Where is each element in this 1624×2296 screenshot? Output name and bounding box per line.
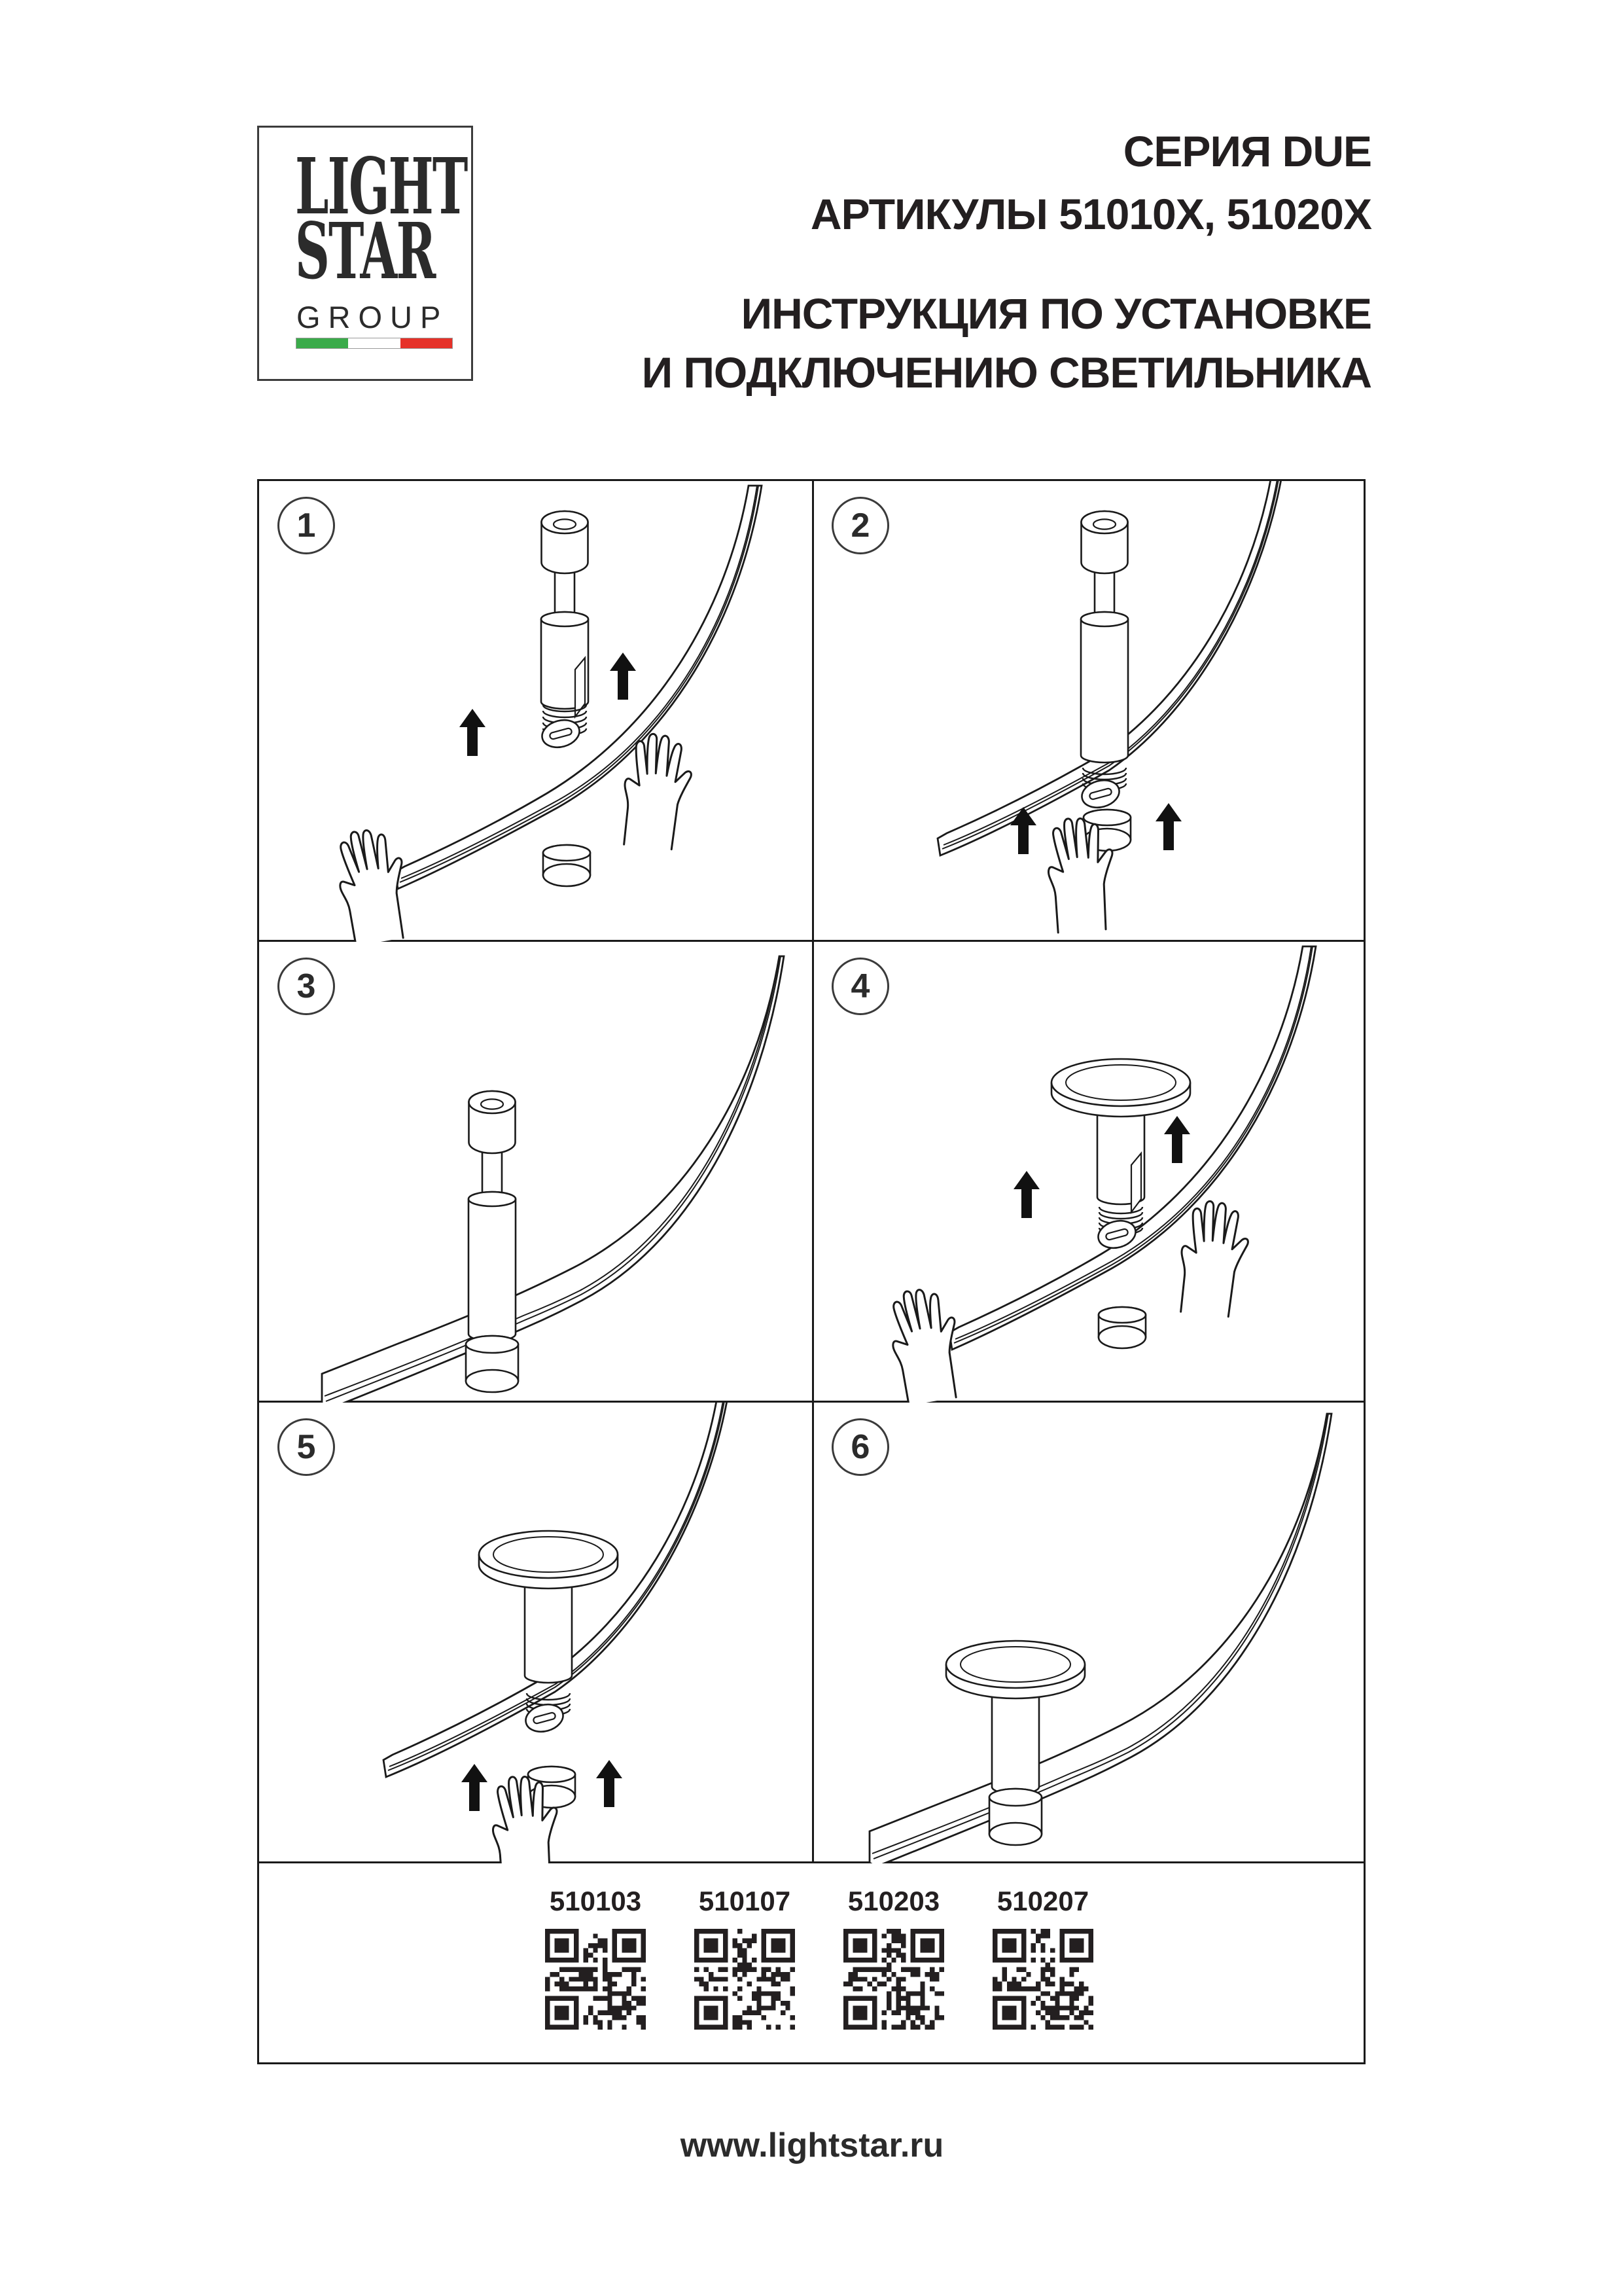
flag-red-segment	[400, 338, 452, 348]
logo-wordmark	[295, 141, 467, 297]
flag-white-segment	[348, 338, 400, 348]
step-number: 2	[851, 507, 870, 545]
qr-code	[993, 1929, 1093, 2030]
instruction-title-block	[642, 284, 1371, 403]
step-panel-6	[813, 1403, 1368, 1863]
step-number-badge	[832, 958, 889, 1015]
step-number: 5	[296, 1428, 316, 1466]
qr-code	[545, 1929, 646, 2030]
logo-word-star: STAR	[295, 206, 435, 297]
flag-green-segment	[296, 338, 348, 348]
step-number: 1	[296, 507, 316, 545]
articles-line: АРТИКУЛЫ 51010X, 51020X	[810, 189, 1371, 238]
lightstar-logo	[257, 126, 473, 381]
qr-code	[843, 1929, 944, 2030]
article-number: 510203	[847, 1886, 940, 1916]
qr-item-510103	[545, 1886, 646, 2030]
step-panel-5	[259, 1403, 813, 1863]
step-number: 3	[296, 967, 316, 1005]
website-url: www.lightstar.ru	[680, 2126, 944, 2164]
qr-item-510107	[694, 1886, 795, 2030]
instruction-line-1: ИНСТРУКЦИЯ ПО УСТАНОВКЕ	[741, 289, 1371, 338]
logo-word-group: GROUP	[296, 300, 449, 334]
qr-code	[694, 1929, 795, 2030]
instruction-line-2: И ПОДКЛЮЧЕНИЮ СВЕТИЛЬНИКА	[641, 348, 1371, 397]
header-title-block	[811, 120, 1371, 245]
qr-item-510203	[843, 1886, 944, 2030]
step-number: 6	[851, 1428, 870, 1466]
series-title: СЕРИЯ DUE	[1123, 127, 1371, 175]
step-panel-3	[259, 942, 813, 1403]
step-number-badge	[832, 497, 889, 554]
step-number: 4	[851, 967, 870, 1005]
step-number-badge	[277, 1418, 335, 1476]
step-panel-1	[259, 481, 813, 942]
step-panel-2	[813, 481, 1368, 942]
step-panel-4	[813, 942, 1368, 1403]
article-number: 510103	[549, 1886, 642, 1916]
step-number-badge	[277, 497, 335, 554]
logo-word-light: LIGHT	[295, 141, 467, 232]
instruction-grid	[257, 479, 1366, 2064]
article-number: 510107	[698, 1886, 791, 1916]
step-number-badge	[832, 1418, 889, 1476]
qr-item-510207	[993, 1886, 1093, 2030]
article-number: 510207	[997, 1886, 1089, 1916]
italian-flag-bar	[296, 338, 452, 348]
step-number-badge	[277, 958, 335, 1015]
